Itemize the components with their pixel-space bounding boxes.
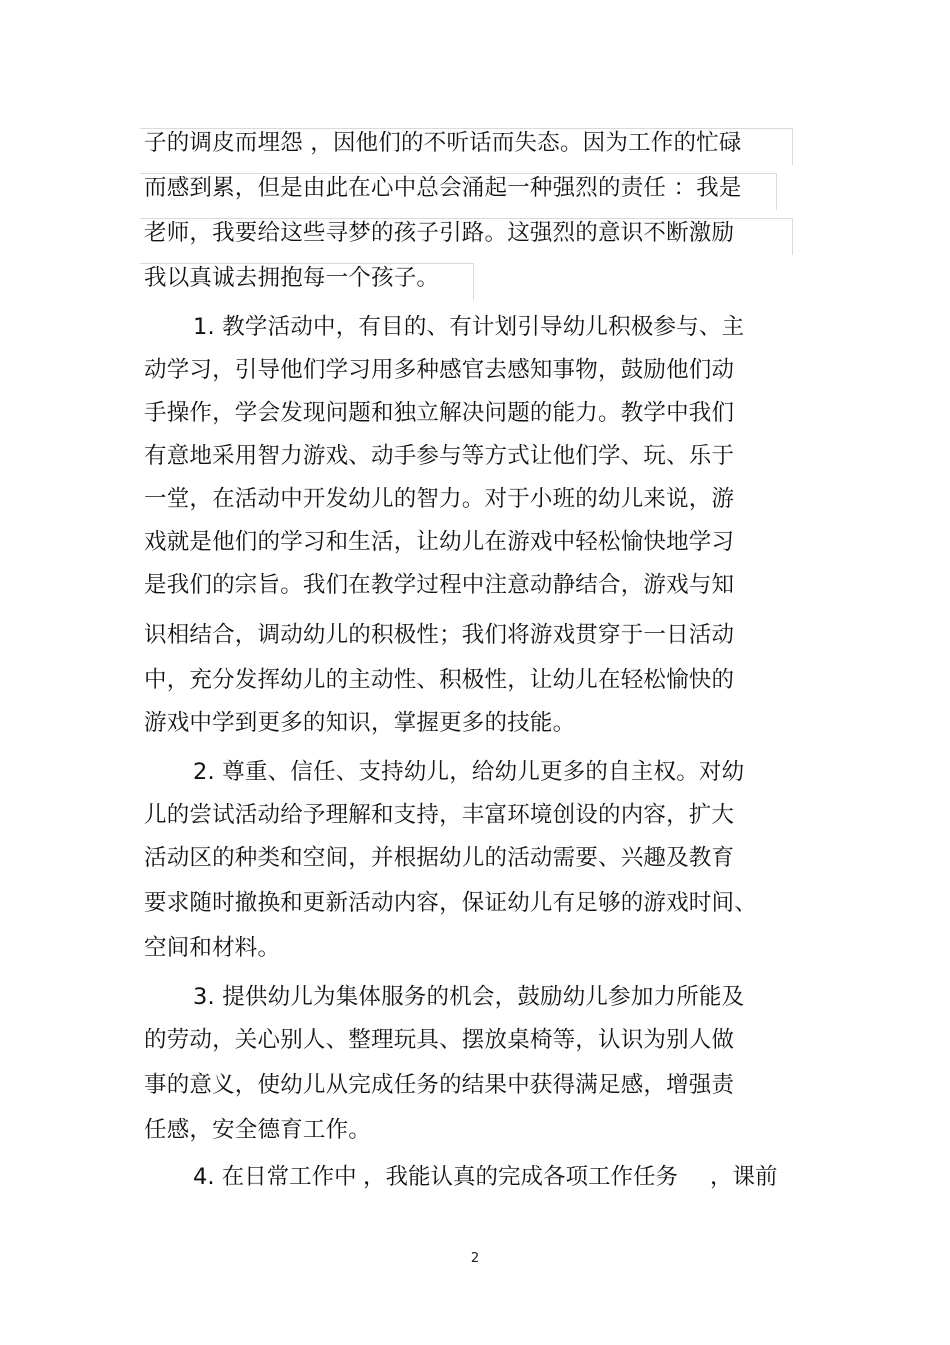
intro-line-1: 子的调皮而埋怨 ，因他们的不听话而失态。因为工作的忙碌 xyxy=(144,130,742,156)
para3-line-4: 任感，安全德育工作。 xyxy=(144,1117,372,1143)
para2-line-3: 活动区的种类和空间，并根据幼儿的活动需要、兴趣及教育 xyxy=(144,845,735,871)
page-number: 2 xyxy=(470,1251,480,1266)
para4-fragment-3: ，课前 xyxy=(710,1164,778,1190)
para1-line-8: 识相结合，调动幼儿的积极性；我们将游戏贯穿于一日活动 xyxy=(144,622,735,648)
para2-line-4: 要求随时撤换和更新活动内容，保证幼儿有足够的游戏时间、 xyxy=(144,890,757,916)
para2-line-2: 儿的尝试活动给予理解和支持，丰富环境创设的内容，扩大 xyxy=(144,802,735,828)
para2-line-1: 2. 尊重、信任、支持幼儿，给幼儿更多的自主权。对幼 xyxy=(193,759,745,785)
intro-line-2: 而感到累，但是由此在心中总会涌起一种强烈的责任 ：我是 xyxy=(144,175,742,201)
para3-line-2: 的劳动，关心别人、整理玩具、摆放桌椅等，认识为别人做 xyxy=(144,1027,735,1053)
para3-line-3: 事的意义，使幼儿从完成任务的结果中获得满足感，增强责 xyxy=(144,1072,735,1098)
para1-line-4: 有意地采用智力游戏、动手参与等方式让他们学、玩、乐于 xyxy=(144,443,735,469)
para2-line-5: 空间和材料。 xyxy=(144,935,281,961)
para1-line-3: 手操作，学会发现问题和独立解决问题的能力。教学中我们 xyxy=(144,400,735,426)
para3-line-1: 3. 提供幼儿为集体服务的机会，鼓励幼儿参加力所能及 xyxy=(193,984,745,1010)
para1-line-7: 是我们的宗旨。我们在教学过程中注意动静结合，游戏与知 xyxy=(144,572,735,598)
para4-fragment-2: ，我能认真的完成各项工作任务 xyxy=(363,1164,679,1190)
intro-line-3: 老师，我要给这些寻梦的孩子引路。这强烈的意识不断激励 xyxy=(144,220,735,246)
para4-fragment-1: 4. 在日常工作中 xyxy=(193,1164,357,1190)
para1-line-6: 戏就是他们的学习和生活，让幼儿在游戏中轻松愉快地学习 xyxy=(144,529,735,555)
para1-line-1: 1. 教学活动中，有目的、有计划引导幼儿积极参与、主 xyxy=(193,314,745,340)
para1-line-2: 动学习，引导他们学习用多种感官去感知事物，鼓励他们动 xyxy=(144,357,735,383)
para1-line-9: 中，充分发挥幼儿的主动性、积极性，让幼儿在轻松愉快的 xyxy=(144,667,735,693)
para1-line-5: 一堂，在活动中开发幼儿的智力。对于小班的幼儿来说，游 xyxy=(144,486,735,512)
intro-line-4: 我以真诚去拥抱每一个孩子。 xyxy=(144,265,440,291)
para1-line-10: 游戏中学到更多的知识，掌握更多的技能。 xyxy=(144,710,576,736)
